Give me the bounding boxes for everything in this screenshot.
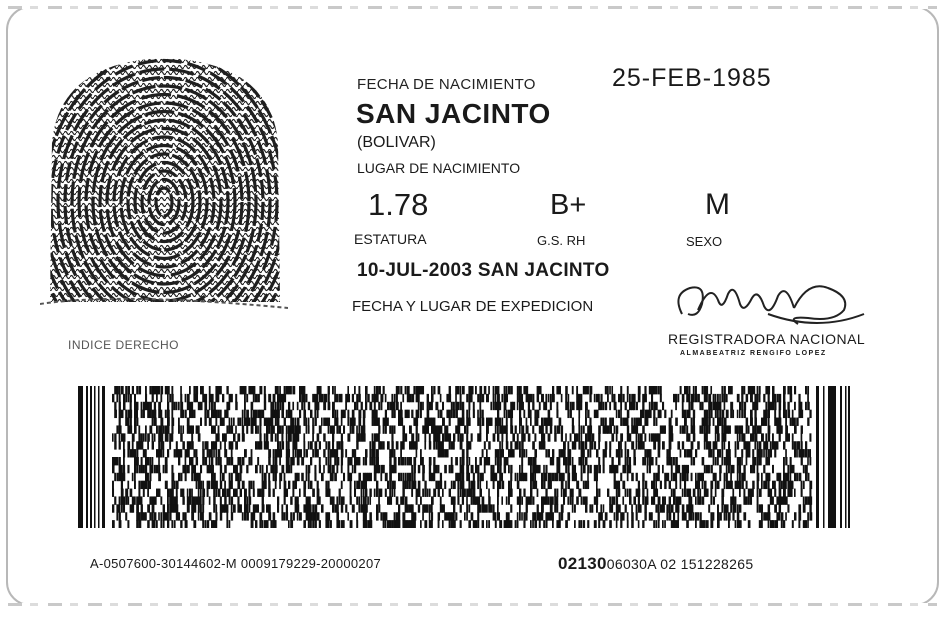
issue-date-place-value: 10-JUL-2003 SAN JACINTO [357, 260, 610, 281]
registrar-name: ALMABEATRIZ RENGIFO LOPEZ [680, 350, 827, 357]
issue-date-place-label: FECHA Y LUGAR DE EXPEDICION [352, 298, 594, 315]
document-code-right-rest: 06030A 02 151228265 [606, 556, 754, 572]
birth-department: (BOLIVAR) [357, 134, 436, 151]
height-label: ESTATURA [354, 231, 427, 247]
sex-label: SEXO [686, 234, 723, 249]
blood-type-value: B+ [550, 189, 587, 221]
signature-mark [668, 274, 868, 330]
blood-type-label: G.S. RH [537, 233, 586, 248]
birth-date-value: 25-FEB-1985 [612, 64, 772, 92]
pdf417-barcode [78, 386, 851, 528]
birth-city: SAN JACINTO [356, 98, 551, 129]
document-code-right-prefix: 02130 [558, 554, 607, 573]
scan-edge-bottom [8, 603, 937, 606]
height-value: 1.78 [368, 187, 429, 222]
document-code-right [558, 554, 753, 574]
birth-date-label: FECHA DE NACIMIENTO [357, 76, 536, 93]
scan-edge-top [8, 6, 937, 9]
birth-place-label: LUGAR DE NACIMIENTO [357, 160, 521, 176]
fingerprint-label: INDICE DERECHO [68, 338, 180, 352]
sex-value: M [705, 188, 730, 221]
fingerprint-icon [40, 52, 288, 314]
registrar-title: REGISTRADORA NACIONAL [668, 331, 866, 347]
document-code-left: A-0507600-30144602-M 0009179229-20000207 [90, 556, 382, 571]
